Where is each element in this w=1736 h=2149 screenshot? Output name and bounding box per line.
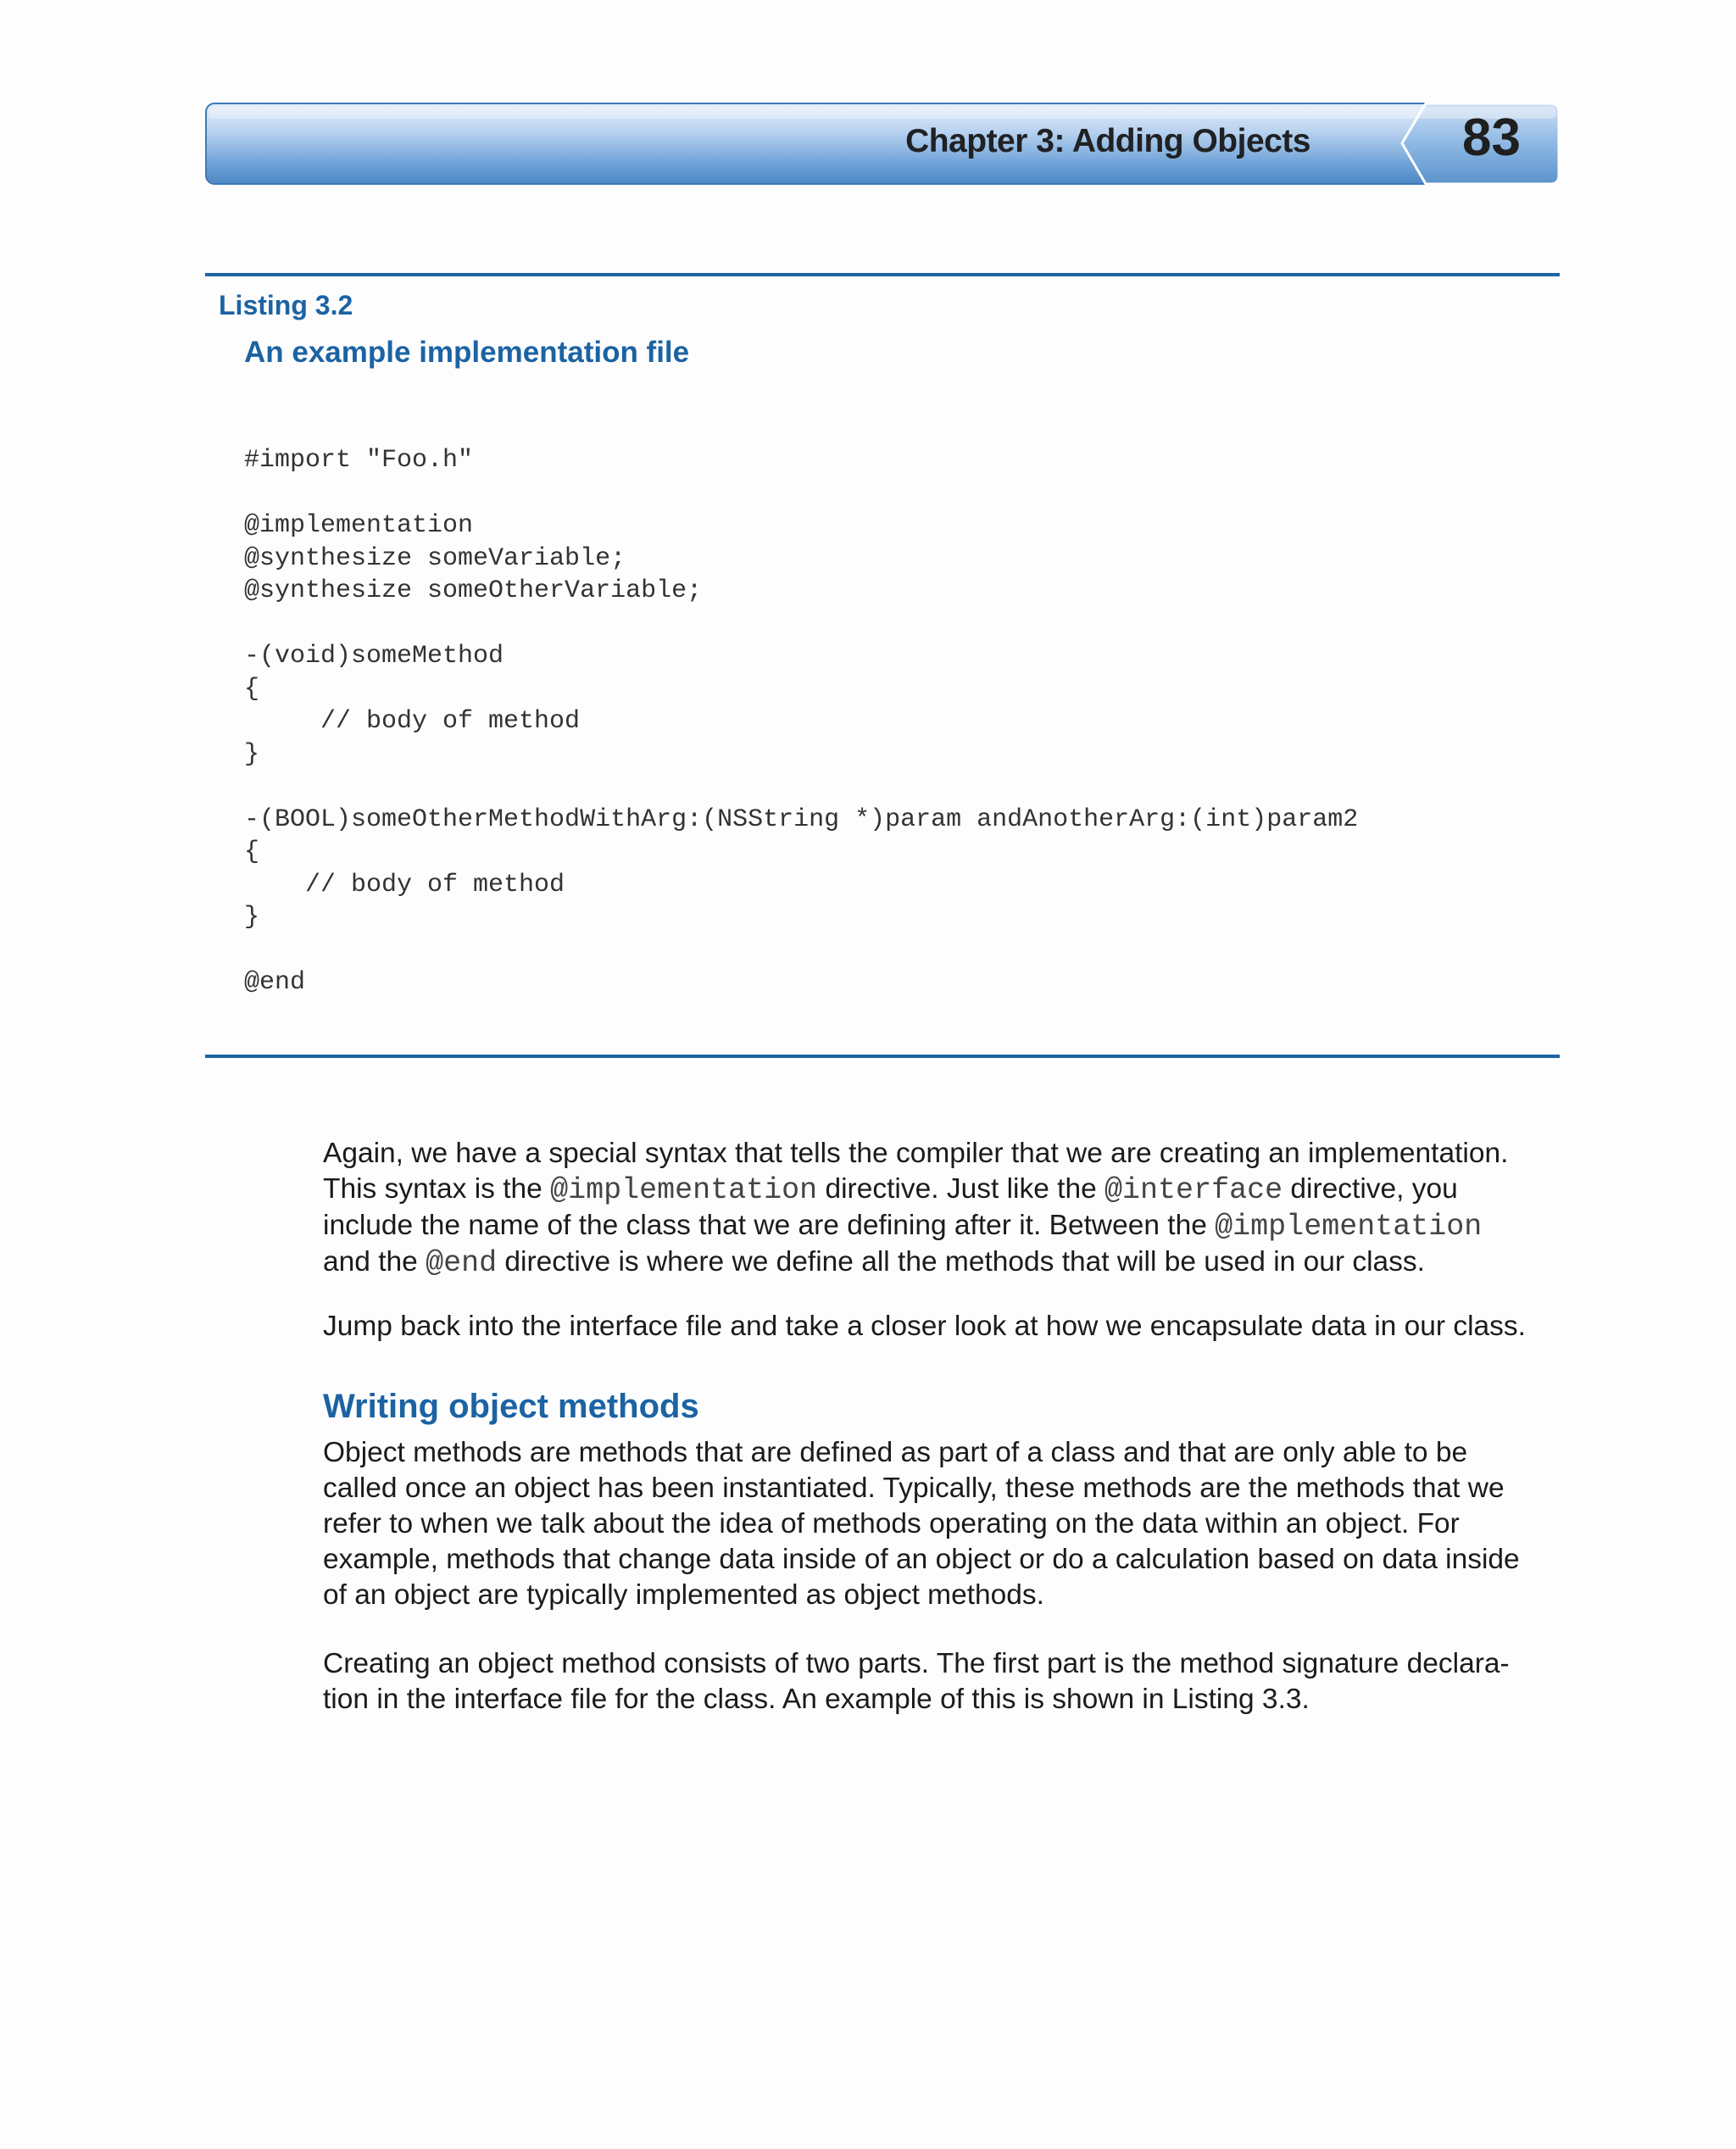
paragraph-line: called once an object has been instantiated. Typically, these methods are the methods that we (323, 1473, 1505, 1504)
banner-graphic (205, 103, 1560, 185)
section-heading: Writing object methods (323, 1388, 699, 1425)
text-run: and the (323, 1246, 426, 1278)
paragraph-line: Jump back into the interface file and take a closer look at how we encapsulate data in our class. (323, 1311, 1526, 1342)
code-line: // body of method (244, 870, 565, 899)
listing-title: An example implementation file (244, 336, 690, 369)
paragraph-line (323, 1208, 1569, 1244)
code-line: -(BOOL)someOtherMethodWithArg:(NSString *)param andAnotherArg:(int)param2 (244, 804, 1359, 834)
code-line: @synthesize someOtherVariable; (244, 576, 703, 605)
paragraph-line: refer to when we talk about the idea of methods operating on the data within an object. For (323, 1508, 1460, 1539)
code-line: #import "Foo.h" (244, 446, 474, 475)
code-line: { (244, 838, 260, 866)
paragraph-line: Again, we have a special syntax that tells the compiler that we are creating an implementation. (323, 1138, 1509, 1169)
code-line: { (244, 674, 260, 704)
paragraph-line: of an object are typically implemented as object methods. (323, 1579, 1044, 1611)
text-run: directive is where we define all the methods that will be used in our class. (497, 1246, 1425, 1278)
code-listing (244, 444, 1358, 999)
code-line: @synthesize someVariable; (244, 543, 626, 573)
code-line: // body of method (244, 707, 581, 736)
paragraph-object-methods (323, 1435, 1569, 1613)
inline-code: @implementation (1215, 1210, 1483, 1244)
inline-code: @implementation (550, 1173, 818, 1207)
paragraph-line: tion in the interface file for the class. An example of this is shown in Listing 3.3. (323, 1684, 1310, 1715)
code-line: -(void)someMethod (244, 642, 504, 671)
paragraph-interface-file (323, 1309, 1569, 1345)
listing-label: Listing 3.2 (219, 290, 353, 320)
text-run: include the name of the class that we are defining after it. Between the (323, 1210, 1216, 1241)
listing-bottom-rule (205, 1055, 1560, 1058)
paragraph-creating-method (323, 1646, 1569, 1718)
code-line: } (244, 739, 260, 769)
text-run: This syntax is the (323, 1173, 551, 1205)
paragraph-line: Object methods are methods that are defined as part of a class and that are only able to be (323, 1437, 1468, 1468)
code-line: } (244, 903, 260, 932)
chapter-header-banner (205, 103, 1560, 185)
text-run: directive. Just like the (817, 1173, 1105, 1205)
paragraph-line (323, 1172, 1569, 1208)
paragraph-line (323, 1244, 1569, 1281)
code-line: @implementation (244, 511, 474, 540)
page-number: 83 (1462, 109, 1521, 167)
inline-code: @end (426, 1246, 498, 1280)
paragraph-line: example, methods that change data inside of an object or do a calculation based on data inside (323, 1544, 1520, 1575)
inline-code: @interface (1104, 1173, 1283, 1207)
paragraph-implementation (323, 1136, 1569, 1281)
listing-top-rule (205, 273, 1560, 276)
chapter-title: Chapter 3: Adding Objects (905, 123, 1310, 159)
paragraph-line: Creating an object method consists of two parts. The first part is the method signature declara- (323, 1648, 1510, 1679)
text-run: directive, you (1283, 1173, 1458, 1205)
code-line: @end (244, 968, 306, 997)
